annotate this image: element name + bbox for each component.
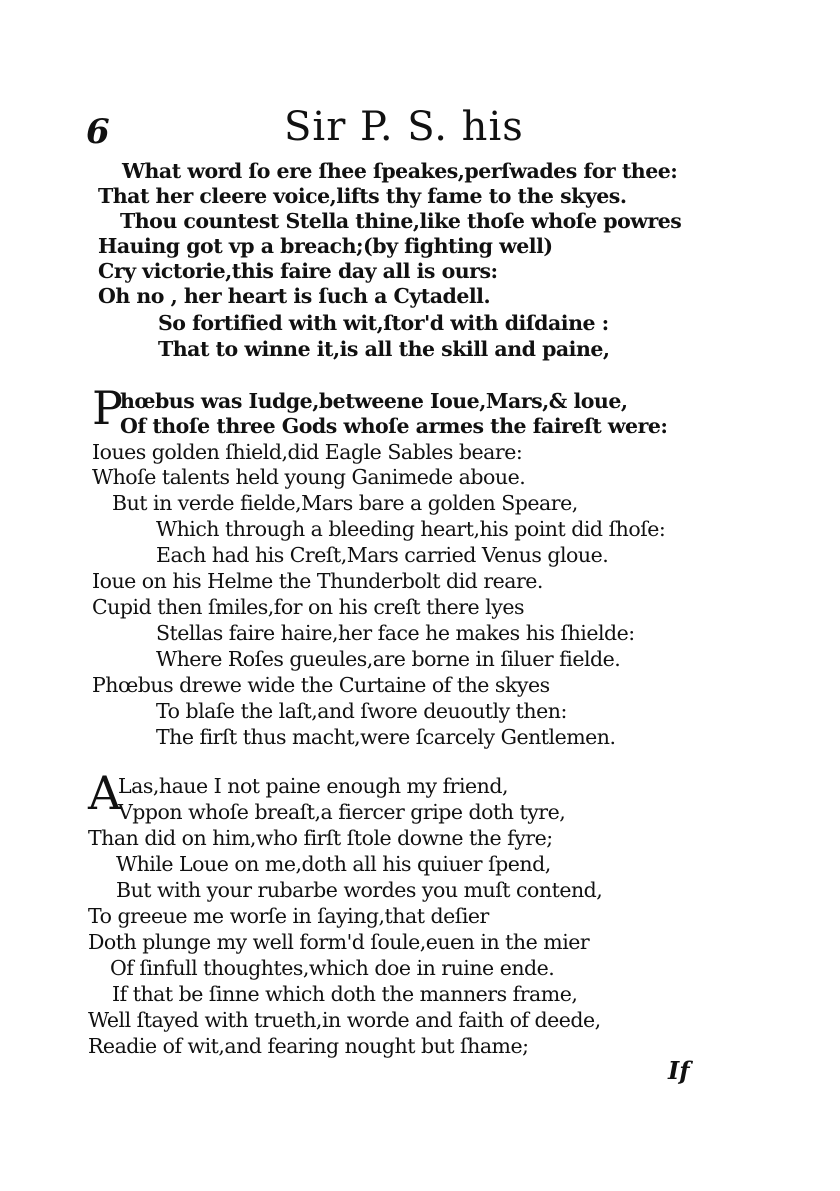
verse-line: If that be ſinne which doth the manners frame, [112, 982, 578, 1006]
running-title: Sir P. S. his [284, 104, 524, 150]
verse-line: Cupid then ſmiles,for on his creſt there lyes [92, 595, 524, 619]
drop-cap: A [88, 766, 122, 820]
verse-line: Where Roſes gueules,are borne in ſiluer fielde. [156, 647, 621, 671]
verse-line: Hauing got vp a breach;(by fighting well) [98, 234, 553, 258]
verse-line: Phœbus drewe wide the Curtaine of the skyes [92, 673, 550, 697]
verse-line: So fortified with wit,ſtor'd with diſdaine : [158, 311, 609, 335]
verse-line: To greeue me worſe in ſaying,that deſier [88, 904, 489, 928]
verse-line: Ioue on his Helme the Thunderbolt did reare. [92, 569, 543, 593]
drop-cap: P [92, 381, 123, 435]
page-header [0, 104, 840, 160]
verse-line: Doth plunge my well form'd ſoule,euen in the mier [88, 930, 590, 954]
verse-line: Thou countest Stella thine,like thoſe whoſe powres [120, 209, 682, 233]
verse-line: Of ſinfull thoughtes,which doe in ruine ende. [110, 956, 555, 980]
verse-line: Whoſe talents held young Ganimede aboue. [92, 465, 526, 489]
verse-line: The firſt thus macht,were ſcarcely Gentlemen. [156, 725, 616, 749]
verse-line: Cry victorie,this faire day all is ours: [98, 259, 498, 283]
verse-line: Ioues golden ſhield,did Eagle Sables beare: [92, 440, 523, 464]
verse-line: Well ſtayed with trueth,in worde and faith of deede, [88, 1008, 601, 1032]
verse-line: But in verde fielde,Mars bare a golden Speare, [112, 491, 578, 515]
verse-line: Each had his Creſt,Mars carried Venus gloue. [156, 543, 609, 567]
verse-line: Which through a bleeding heart,his point did ſhoſe: [156, 517, 666, 541]
verse-line: Stellas faire haire,her face he makes his ſhielde: [156, 621, 635, 645]
verse-line: Las,haue I not paine enough my friend, [118, 774, 508, 798]
catchword: If [668, 1056, 690, 1085]
verse-line: That to winne it,is all the skill and paine, [158, 337, 610, 361]
verse-line: That her cleere voice,lifts thy fame to the skyes. [98, 184, 627, 208]
verse-line: Vppon whoſe breaſt,a fiercer gripe doth tyre, [118, 800, 566, 824]
verse-line: But with your rubarbe wordes you muſt contend, [116, 878, 603, 902]
verse-line: Readie of wit,and fearing nought but ſhame; [88, 1034, 529, 1058]
verse-line: Oh no , her heart is ſuch a Cytadell. [98, 284, 491, 308]
verse-line: Of thoſe three Gods whoſe armes the faireſt were: [120, 414, 668, 438]
page-number: 6 [86, 112, 110, 152]
verse-line: While Loue on me,doth all his quiuer ſpend, [116, 852, 551, 876]
verse-line: To blaſe the laſt,and ſwore deuoutly then: [156, 699, 567, 723]
verse-line: Than did on him,who firſt ſtole downe the fyre; [88, 826, 553, 850]
verse-line: What word ſo ere ſhee ſpeakes,perſwades for thee: [122, 159, 678, 183]
verse-line: hœbus was Iudge,betweene Ioue,Mars,& loue, [120, 389, 628, 413]
